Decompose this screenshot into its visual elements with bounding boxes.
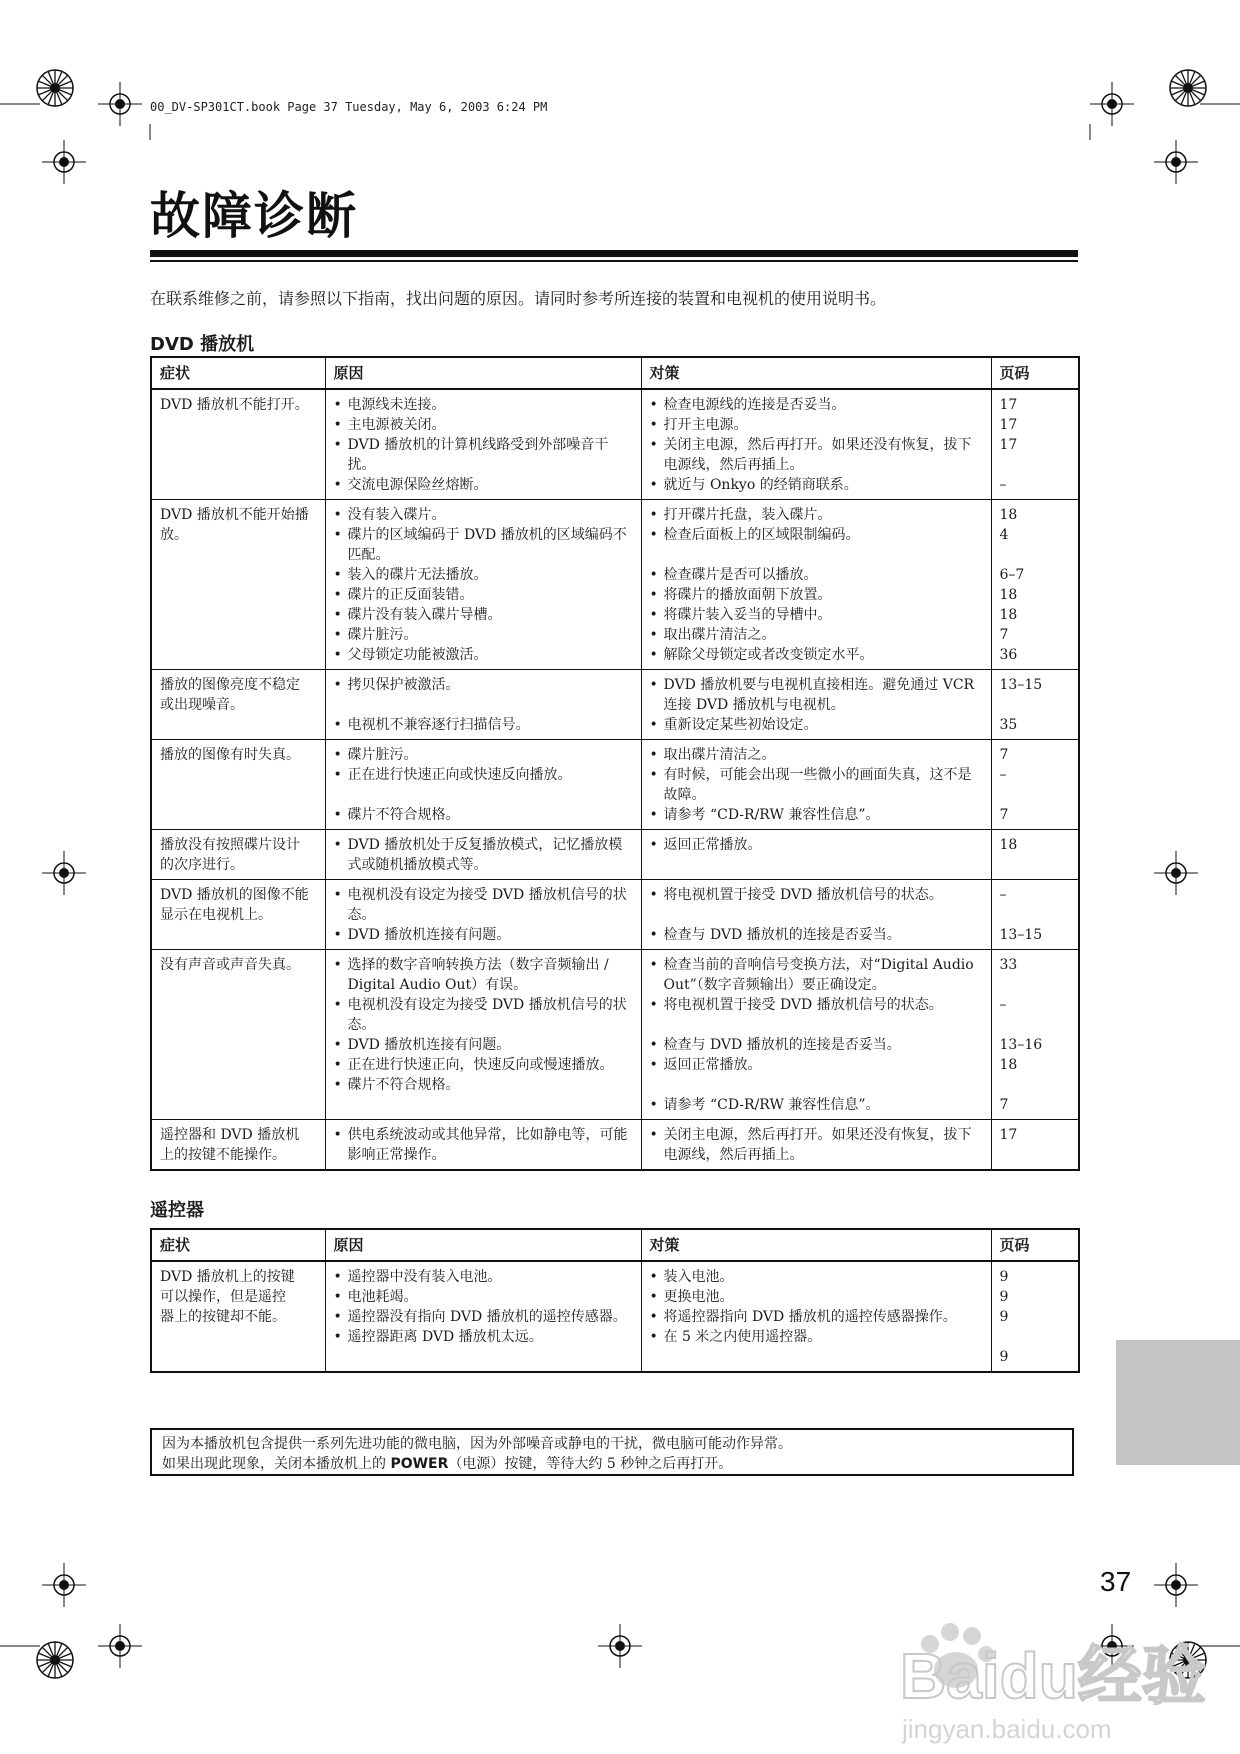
symptom-text: 没有声音或声音失真。 xyxy=(160,957,300,973)
symptom-text: 播放的图像有时失真。 xyxy=(160,747,300,763)
page-cell xyxy=(991,500,1079,670)
cause-item: • 电源线未连接。 xyxy=(334,395,633,415)
page-ref: 35 xyxy=(999,717,1018,733)
remedy-item: • 检查当前的音响信号变换方法，对“Digital Audio Out”（数字音频输出）要正确设定。 xyxy=(650,955,983,995)
page-ref: 33 xyxy=(999,957,1018,973)
page-ref: 9 xyxy=(999,1269,1009,1285)
remedy-item: • 返回正常播放。 xyxy=(650,835,983,855)
remedy-item: • 解除父母锁定或者改变锁定水平。 xyxy=(650,645,983,665)
spacer xyxy=(650,545,983,565)
intro-text: 在联系维修之前，请参照以下指南，找出问题的原因。请同时参考所连接的装置和电视机的使用说明书。 xyxy=(150,289,887,308)
cause-cell xyxy=(325,740,641,830)
remedy-item: • 重新设定某些初始设定。 xyxy=(650,715,983,735)
spacer xyxy=(1000,455,1071,475)
remedy-item: • 将遥控器指向 DVD 播放机的遥控传感器操作。 xyxy=(650,1307,983,1327)
spacer xyxy=(334,785,633,805)
remedy-item: • 请参考 “CD-R/RW 兼容性信息”。 xyxy=(650,1095,983,1115)
page-ref: – xyxy=(999,887,1007,903)
spacer xyxy=(1000,785,1071,805)
remedy-item: • 关闭主电源，然后再打开。如果还没有恢复，拔下电源线，然后再插上。 xyxy=(650,1125,983,1165)
symptom-text: 放。 xyxy=(160,527,188,543)
page-ref: 17 xyxy=(999,437,1018,453)
remedy-item: • 取出碟片清洁之。 xyxy=(650,625,983,645)
cause-item: • 碟片没有装入碟片导槽。 xyxy=(334,605,633,625)
cause-item: • DVD 播放机连接有问题。 xyxy=(334,1035,633,1055)
remedy-item: • 打开主电源。 xyxy=(650,415,983,435)
cause-cell xyxy=(325,1120,641,1171)
col-header-cause: 原因 xyxy=(325,1229,641,1261)
col-header-page: 页码 xyxy=(991,1229,1079,1261)
page-ref: 13–16 xyxy=(999,1037,1043,1053)
remedy-item: • 检查电源线的连接是否妥当。 xyxy=(650,395,983,415)
table-row xyxy=(151,500,1079,670)
page-cell xyxy=(991,1261,1079,1372)
note-line-2 xyxy=(162,1454,1062,1474)
remedy-item: • DVD 播放机要与电视机直接相连。避免通过 VCR 连接 DVD 播放机与电视机。 xyxy=(650,675,983,715)
cause-item: • 遥控器没有指向 DVD 播放机的遥控传感器。 xyxy=(334,1307,633,1327)
col-header-page: 页码 xyxy=(991,357,1079,389)
cause-item: • 没有装入碟片。 xyxy=(334,505,633,525)
symptom-cell xyxy=(151,500,325,670)
page-ref: 4 xyxy=(999,527,1009,543)
remedy-item: • 取出碟片清洁之。 xyxy=(650,745,983,765)
remedy-item: • 检查后面板上的区域限制编码。 xyxy=(650,525,983,545)
remedy-item: • 检查与 DVD 播放机的连接是否妥当。 xyxy=(650,925,983,945)
symptom-text: DVD 播放机不能打开。 xyxy=(160,397,309,413)
table-row xyxy=(151,1261,1079,1372)
page-ref: 18 xyxy=(999,1057,1018,1073)
table-row xyxy=(151,1120,1079,1171)
page-ref: 13–15 xyxy=(999,927,1043,943)
cause-item: • 装入的碟片无法播放。 xyxy=(334,565,633,585)
page-cell xyxy=(991,880,1079,950)
page-ref: 36 xyxy=(999,647,1018,663)
symptom-cell xyxy=(151,389,325,500)
remedy-cell xyxy=(641,389,991,500)
cause-item: • 主电源被关闭。 xyxy=(334,415,633,435)
remedy-item: • 关闭主电源，然后再打开。如果还没有恢复，拔下电源线，然后再插上。 xyxy=(650,435,983,475)
cause-item: • 碟片的区域编码于 DVD 播放机的区域编码不匹配。 xyxy=(334,525,633,565)
remedy-cell xyxy=(641,1261,991,1372)
symptom-text: DVD 播放机上的按键 xyxy=(160,1269,295,1285)
remedy-item: • 将电视机置于接受 DVD 播放机信号的状态。 xyxy=(650,885,983,905)
cause-item: • 碟片的正反面装错。 xyxy=(334,585,633,605)
cause-item: • 电视机没有设定为接受 DVD 播放机信号的状态。 xyxy=(334,995,633,1035)
cause-item: • 父母锁定功能被激活。 xyxy=(334,645,633,665)
remedy-item: • 返回正常播放。 xyxy=(650,1055,983,1075)
symptom-cell xyxy=(151,1120,325,1171)
page-ref: 17 xyxy=(999,397,1018,413)
note-line-1: 因为本播放机包含提供一系列先进功能的微电脑，因为外部噪音或静电的干扰，微电脑可能动作异常。 xyxy=(162,1436,792,1452)
title-rule-thick xyxy=(150,250,1078,257)
cause-item: • 电视机不兼容逐行扫描信号。 xyxy=(334,715,633,735)
cause-item: • 碟片脏污。 xyxy=(334,625,633,645)
page-ref: 7 xyxy=(999,627,1009,643)
cause-item: • 遥控器距离 DVD 播放机太远。 xyxy=(334,1327,633,1347)
symptom-text: 可以操作，但是遥控 xyxy=(160,1289,286,1305)
power-key-label: POWER xyxy=(390,1456,449,1472)
cause-item: • 正在进行快速正向，快速反向或慢速播放。 xyxy=(334,1055,633,1075)
table-row xyxy=(151,880,1079,950)
page-number: 37 xyxy=(1100,1566,1132,1597)
remedy-item: • 将电视机置于接受 DVD 播放机信号的状态。 xyxy=(650,995,983,1015)
cause-item: • 碟片脏污。 xyxy=(334,745,633,765)
remedy-cell xyxy=(641,830,991,880)
remedy-item: • 检查与 DVD 播放机的连接是否妥当。 xyxy=(650,1035,983,1055)
spacer xyxy=(1000,1015,1071,1035)
page-ref: 9 xyxy=(999,1289,1009,1305)
cause-item: • 碟片不符合规格。 xyxy=(334,1075,633,1095)
spacer xyxy=(1000,1075,1071,1095)
page-ref: 7 xyxy=(999,1097,1009,1113)
symptom-cell xyxy=(151,670,325,740)
watermark-brand: Baidu经验 xyxy=(900,1640,1206,1712)
cause-item: • 电视机没有设定为接受 DVD 播放机信号的状态。 xyxy=(334,885,633,925)
page-ref: 13–15 xyxy=(999,677,1043,693)
symptom-text: DVD 播放机的图像不能 xyxy=(160,887,309,903)
spacer xyxy=(1000,1327,1071,1347)
remedy-cell xyxy=(641,950,991,1120)
cause-item: • 遥控器中没有装入电池。 xyxy=(334,1267,633,1287)
table-row xyxy=(151,950,1079,1120)
spacer xyxy=(1000,695,1071,715)
cause-cell xyxy=(325,880,641,950)
remedy-cell xyxy=(641,880,991,950)
page-ref: 9 xyxy=(999,1349,1009,1365)
cause-cell xyxy=(325,950,641,1120)
remedy-item: • 装入电池。 xyxy=(650,1267,983,1287)
cause-cell xyxy=(325,1261,641,1372)
cause-item: • 拷贝保护被激活。 xyxy=(334,675,633,695)
page-ref: 7 xyxy=(999,747,1009,763)
title-rule-thin xyxy=(150,260,1078,262)
spacer xyxy=(334,695,633,715)
remedy-cell xyxy=(641,740,991,830)
symptom-text: 上的按键不能操作。 xyxy=(160,1147,286,1163)
cause-cell xyxy=(325,670,641,740)
col-header-remedy: 对策 xyxy=(641,1229,991,1261)
watermark-url: jingyan.baidu.com xyxy=(902,1714,1112,1744)
cause-cell xyxy=(325,500,641,670)
col-header-cause: 原因 xyxy=(325,357,641,389)
page-ref: – xyxy=(999,767,1007,783)
symptom-text: 播放没有按照碟片设计 xyxy=(160,837,300,853)
cause-item: • 交流电源保险丝熔断。 xyxy=(334,475,633,495)
spacer xyxy=(1000,975,1071,995)
remedy-item: • 更换电池。 xyxy=(650,1287,983,1307)
symptom-text: 显示在电视机上。 xyxy=(160,907,272,923)
symptom-text: 或出现噪音。 xyxy=(160,697,244,713)
cause-item: • 选择的数字音响转换方法（数字音频输出 / Digital Audio Out）有误。 xyxy=(334,955,633,995)
remedy-cell xyxy=(641,1120,991,1171)
table-row xyxy=(151,670,1079,740)
col-header-symptom: 症状 xyxy=(151,357,325,389)
remedy-cell xyxy=(641,500,991,670)
page-ref: 17 xyxy=(999,1127,1018,1143)
dvd-section-heading: DVD 播放机 xyxy=(150,334,255,355)
cause-item: • 碟片不符合规格。 xyxy=(334,805,633,825)
remedy-item: • 将碟片的播放面朝下放置。 xyxy=(650,585,983,605)
page-title: 故障诊断 xyxy=(150,187,358,245)
remedy-item: • 打开碟片托盘，装入碟片。 xyxy=(650,505,983,525)
spacer xyxy=(1000,905,1071,925)
page-ref: 9 xyxy=(999,1309,1009,1325)
cause-item: • DVD 播放机连接有问题。 xyxy=(334,925,633,945)
col-header-remedy: 对策 xyxy=(641,357,991,389)
col-header-symptom: 症状 xyxy=(151,1229,325,1261)
note-line-2-suffix: （电源）按键，等待大约 5 秒钟之后再打开。 xyxy=(448,1456,733,1472)
page-cell xyxy=(991,830,1079,880)
cause-cell xyxy=(325,389,641,500)
symptom-text: 遥控器和 DVD 播放机 xyxy=(160,1127,300,1143)
symptom-text: 的次序进行。 xyxy=(160,857,244,873)
page-cell xyxy=(991,1120,1079,1171)
page-ref: 18 xyxy=(999,587,1018,603)
spacer xyxy=(650,1015,983,1035)
remote-troubleshooting-table xyxy=(150,1228,1080,1373)
remedy-cell xyxy=(641,670,991,740)
page-cell xyxy=(991,389,1079,500)
table-row xyxy=(151,740,1079,830)
page-ref: – xyxy=(999,997,1007,1013)
symptom-text: 器上的按键却不能。 xyxy=(160,1309,286,1325)
spacer xyxy=(1000,545,1071,565)
dvd-troubleshooting-table xyxy=(150,356,1080,1171)
page-ref: 18 xyxy=(999,607,1018,623)
symptom-cell xyxy=(151,830,325,880)
cause-item: • DVD 播放机处于反复播放模式，记忆播放模式或随机播放模式等。 xyxy=(334,835,633,875)
table-row xyxy=(151,389,1079,500)
microcomputer-note-box xyxy=(150,1428,1074,1476)
symptom-cell xyxy=(151,740,325,830)
symptom-cell xyxy=(151,1261,325,1372)
note-line-2-prefix: 如果出现此现象，关闭本播放机上的 xyxy=(162,1456,391,1472)
page-ref: 18 xyxy=(999,507,1018,523)
chapter-tab-marker xyxy=(1116,1340,1240,1465)
remote-section-heading: 遥控器 xyxy=(150,1200,204,1221)
remedy-item: • 在 5 米之内使用遥控器。 xyxy=(650,1327,983,1347)
symptom-text: 播放的图像亮度不稳定 xyxy=(160,677,300,693)
page-cell xyxy=(991,950,1079,1120)
table-row xyxy=(151,830,1079,880)
cause-item: • DVD 播放机的计算机线路受到外部噪音干扰。 xyxy=(334,435,633,475)
cause-item: • 电池耗竭。 xyxy=(334,1287,633,1307)
remedy-item: • 请参考 “CD-R/RW 兼容性信息”。 xyxy=(650,805,983,825)
remedy-item: • 就近与 Onkyo 的经销商联系。 xyxy=(650,475,983,495)
symptom-cell xyxy=(151,950,325,1120)
page-ref: 7 xyxy=(999,807,1009,823)
page-cell xyxy=(991,740,1079,830)
cause-item: • 供电系统波动或其他异常，比如静电等，可能影响正常操作。 xyxy=(334,1125,633,1165)
cause-item: • 正在进行快速正向或快速反向播放。 xyxy=(334,765,633,785)
page-ref: 6–7 xyxy=(999,567,1025,583)
cause-cell xyxy=(325,830,641,880)
page-ref: 18 xyxy=(999,837,1018,853)
remedy-item: • 将碟片装入妥当的导槽中。 xyxy=(650,605,983,625)
symptom-cell xyxy=(151,880,325,950)
baidu-watermark xyxy=(890,1600,1220,1750)
page-ref: 17 xyxy=(999,417,1018,433)
remedy-item: • 有时候，可能会出现一些微小的画面失真，这不是故障。 xyxy=(650,765,983,805)
symptom-text: DVD 播放机不能开始播 xyxy=(160,507,309,523)
file-header-line: 00_DV-SP301CT.book Page 37 Tuesday, May 6, 2003 6:24 PM xyxy=(150,100,548,114)
page-cell xyxy=(991,670,1079,740)
remedy-item: • 检查碟片是否可以播放。 xyxy=(650,565,983,585)
spacer xyxy=(650,905,983,925)
page-ref: – xyxy=(999,477,1007,493)
spacer xyxy=(650,1075,983,1095)
